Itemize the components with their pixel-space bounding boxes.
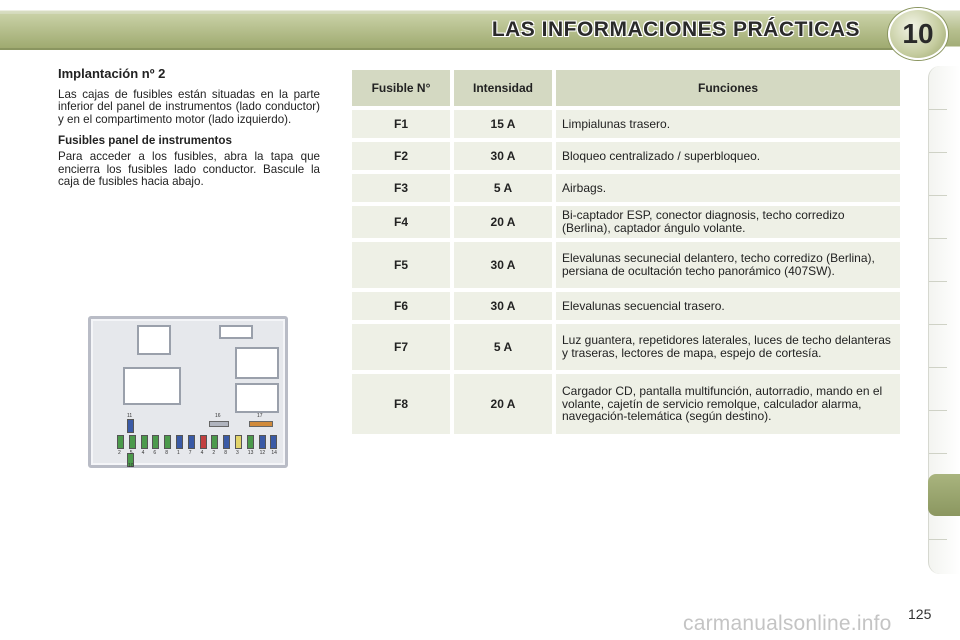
fuse-box-compartment [235, 383, 279, 413]
fuse-functions: Bloqueo centralizado / superbloqueo. [556, 142, 900, 170]
header-intensity: Intensidad [454, 70, 552, 106]
fuse-slot [188, 435, 195, 449]
fuse-number: F7 [352, 324, 450, 370]
chapter-tab-divider [929, 238, 947, 239]
table-header-row [352, 70, 900, 106]
fuse-slot [270, 435, 277, 449]
fuse-intensity: 20 A [454, 206, 552, 238]
subsection-title: Fusibles panel de instrumentos [58, 134, 232, 148]
table-row [352, 242, 900, 288]
fuse-slot [223, 435, 230, 449]
chapter-tab-divider [929, 281, 947, 282]
chapter-tab-divider [929, 324, 947, 325]
fuse-box-relay [209, 421, 229, 427]
intro-section [58, 66, 320, 196]
fuse-slot-label: 1 [177, 450, 180, 456]
fuse-slot-label: 14 [271, 450, 277, 456]
fuse-slot-label: 2 [212, 450, 216, 456]
fuse-intensity: 5 A [454, 174, 552, 202]
header-banner [0, 0, 960, 58]
fuse-number: F5 [352, 242, 450, 288]
header-fuse-number: Fusible N° [352, 70, 450, 106]
chapter-tab-divider [929, 453, 947, 454]
table-row [352, 324, 900, 370]
table-row [352, 174, 900, 202]
chapter-tab-divider [929, 367, 947, 368]
fuse-slot [259, 435, 266, 449]
table-row [352, 292, 900, 320]
fuse-intensity: 30 A [454, 242, 552, 288]
table-row [352, 142, 900, 170]
watermark: carmanualsonline.info [683, 612, 892, 635]
fuse-slot-label: 12 [259, 450, 266, 456]
fuse-slot-label: 3 [236, 450, 239, 456]
fuse-slot [117, 435, 124, 449]
fuse-functions: Bi-captador ESP, conector diagnosis, techo corredizo (Berlina), captador ángulo volante. [556, 206, 900, 238]
fuse-slot-label: 5 [129, 450, 133, 456]
table-row [352, 110, 900, 138]
fuse-box-relay [249, 421, 273, 427]
fuse-slot-label: 2 [118, 450, 121, 456]
fuse-slot [176, 435, 183, 449]
fuse-intensity: 20 A [454, 374, 552, 434]
fuse-functions: Elevalunas secunecial delantero, techo corredizo (Berlina), persiana de ocultación techo panorámico (407SW). [556, 242, 900, 288]
fuse-number: F3 [352, 174, 450, 202]
fuse-slot [141, 435, 148, 449]
header-functions: Funciones [556, 70, 900, 106]
table-row [352, 374, 900, 434]
chapter-tab-divider [929, 410, 947, 411]
fuse-number: F4 [352, 206, 450, 238]
fuse-number: F6 [352, 292, 450, 320]
fuse-slot-label: 4 [141, 450, 145, 456]
fuse-intensity: 30 A [454, 142, 552, 170]
fuse-slot-label: 8 [165, 450, 168, 456]
fuse-bottom-label: 10 [128, 463, 134, 469]
fuse-top-label: 11 [127, 413, 133, 419]
fuse-number: F1 [352, 110, 450, 138]
fuse-functions: Limpialunas trasero. [556, 110, 900, 138]
fuse-box-compartment [137, 325, 171, 355]
section-title: Implantación nº 2 [58, 66, 166, 81]
fuse-functions: Airbags. [556, 174, 900, 202]
instructions-paragraph: Para acceder a los fusibles, abra la tapa que encierra los fusibles lado conductor. Bascule la caja de fusibles hacia abajo. [58, 150, 320, 189]
fuse-intensity: 30 A [454, 292, 552, 320]
table-row [352, 206, 900, 238]
page-number: 125 [908, 606, 932, 622]
intro-paragraph: Las cajas de fusibles están situadas en la parte inferior del panel de instrumentos (lado conductor) y en el compartimento motor (lado izquierdo). [58, 88, 320, 126]
fuse-slot-label: 8 [224, 450, 227, 456]
fuse-number: F2 [352, 142, 450, 170]
fuse-top-label: 17 [257, 413, 263, 419]
fuse-box-compartment [235, 347, 279, 379]
fuse-box-compartment [219, 325, 253, 339]
fuse-functions: Luz guantera, repetidores laterales, luces de techo delanteras y traseras, lectores de mapa, espejo de cortesía. [556, 324, 900, 370]
fuse-number: F8 [352, 374, 450, 434]
fuse-box-diagram [88, 316, 288, 468]
fuse-slot [152, 435, 159, 449]
fuse-top-label: 16 [215, 413, 221, 419]
fuse-slot [164, 435, 171, 449]
active-chapter-tab [928, 474, 960, 516]
fuse-slot [247, 435, 254, 449]
fuse-box-compartment [123, 367, 181, 405]
fuse-slot [127, 419, 134, 433]
fuse-functions: Elevalunas secuencial trasero. [556, 292, 900, 320]
page-title: LAS INFORMACIONES PRÁCTICAS [491, 18, 860, 41]
fuse-slot [129, 435, 136, 449]
chapter-tab-divider [929, 152, 947, 153]
chapter-tab-divider [929, 195, 947, 196]
fuse-intensity: 5 A [454, 324, 552, 370]
fuse-slot [200, 435, 207, 449]
fuse-slot [235, 435, 242, 449]
fuse-slot [211, 435, 218, 449]
chapter-tab-divider [929, 539, 947, 540]
fuse-intensity: 15 A [454, 110, 552, 138]
fuse-slot-label: 4 [200, 450, 204, 456]
fuse-slot-label: 6 [153, 450, 157, 456]
fuse-functions: Cargador CD, pantalla multifunción, autorradio, mando en el volante, cajetín de servicio remolque, calculador alarma, navegación-telemática (según destino). [556, 374, 900, 434]
chapter-badge: 10 [888, 8, 948, 60]
fuse-table [348, 66, 904, 438]
chapter-tab-divider [929, 109, 947, 110]
fuse-slot-label: 13 [247, 450, 254, 456]
fuse-slot-label: 7 [188, 450, 192, 456]
